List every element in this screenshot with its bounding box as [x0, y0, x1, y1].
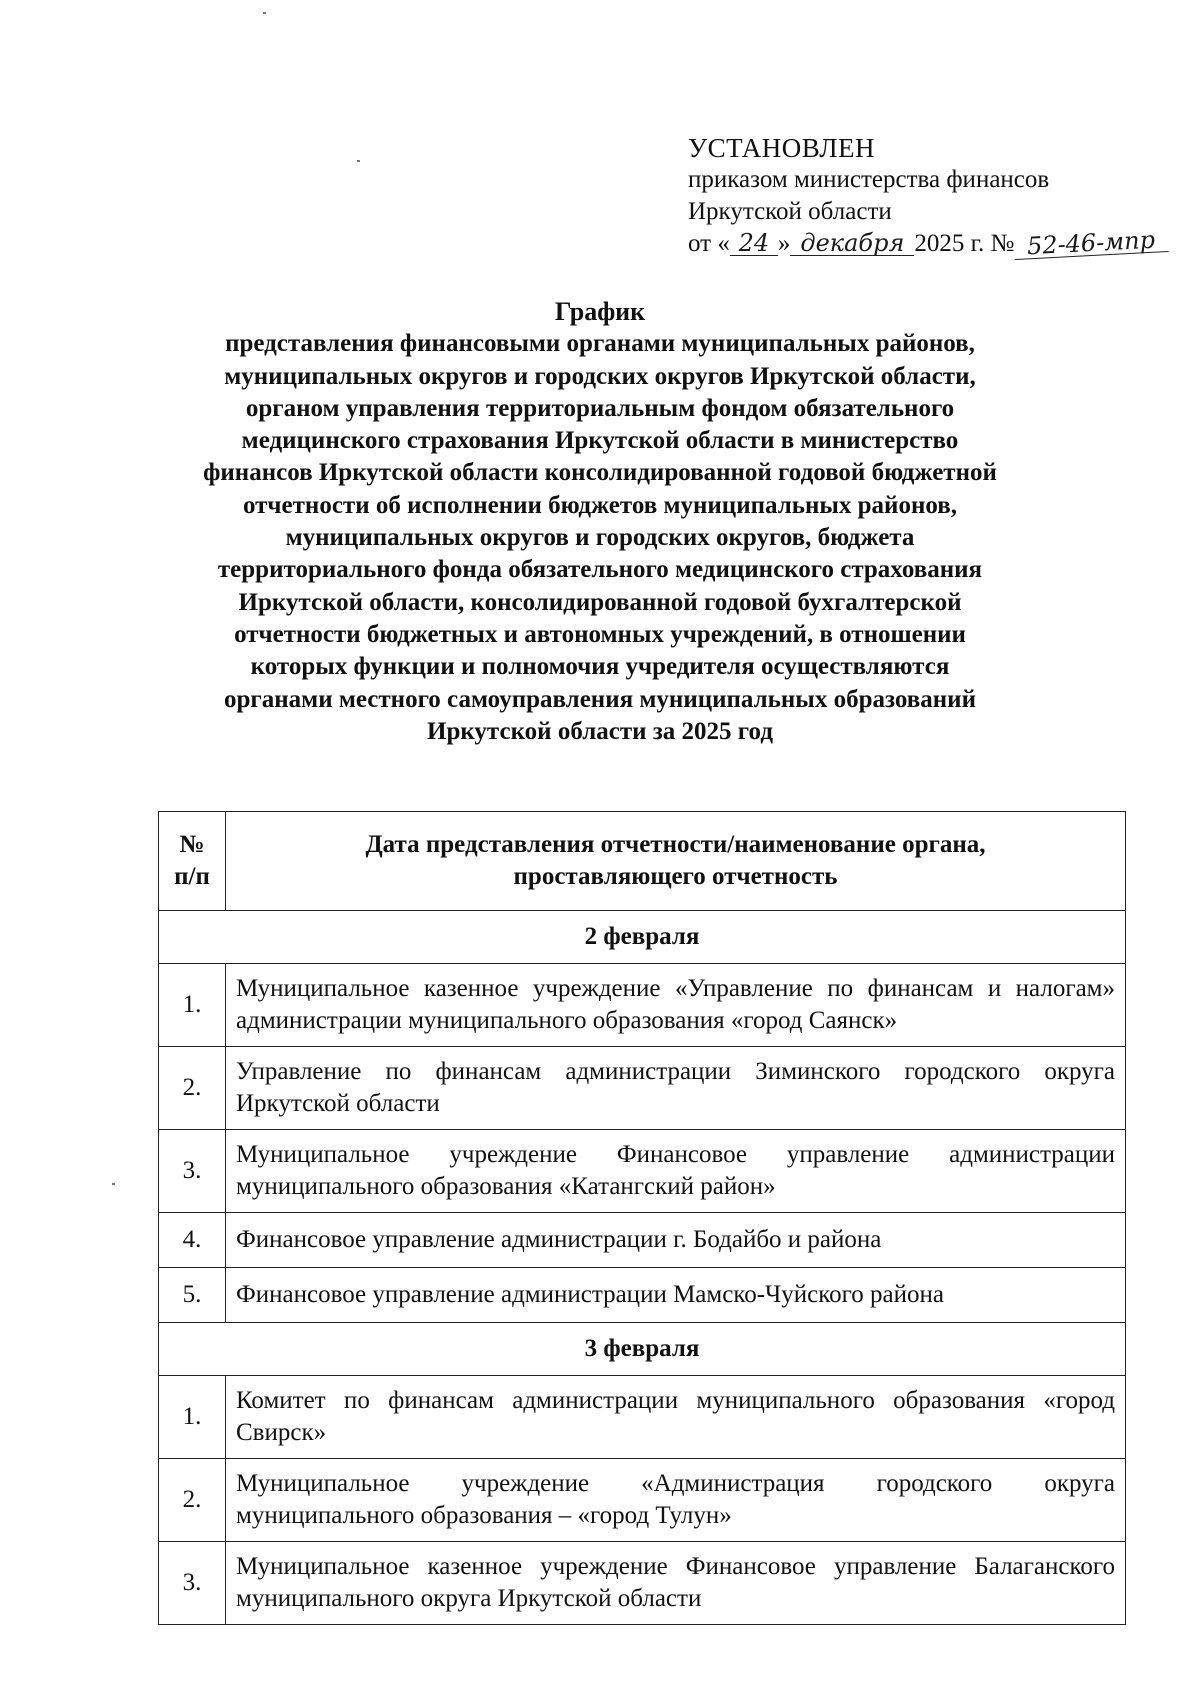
date-group-row	[159, 1323, 1126, 1376]
organization-name: Финансовое управление администрации Мамско-Чуйского района	[226, 1268, 1126, 1323]
date-prefix: от «	[688, 230, 730, 257]
column-header-number-line: п/п	[174, 863, 210, 890]
table-row	[159, 1213, 1126, 1268]
row-number: 2.	[159, 1047, 226, 1130]
date-group-label: 2 февраля	[159, 911, 1126, 964]
row-number: 5.	[159, 1268, 226, 1323]
heading-line: муниципальных округов и городских округов, бюджета	[285, 524, 915, 552]
date-group-label: 3 февраля	[159, 1323, 1126, 1376]
table-row	[159, 1047, 1126, 1130]
table-row	[159, 1459, 1126, 1542]
heading-line: медицинского страхования Иркутской области в министерство	[241, 427, 959, 455]
document-title: График	[554, 297, 646, 326]
organization-name: Управление по финансам администрации Зиминского городского округа Иркутской области	[226, 1047, 1126, 1130]
quote-close: »	[777, 230, 791, 257]
table-row	[159, 1376, 1126, 1459]
table-header-row	[159, 812, 1126, 911]
row-number: 4.	[159, 1213, 226, 1268]
approval-title: УСТАНОВЛЕН	[688, 133, 876, 163]
handwritten-order-number: 52-46-мпр	[1014, 227, 1169, 260]
date-group-row	[159, 911, 1126, 964]
heading-line: отчетности об исполнении бюджетов муниципальных районов,	[242, 491, 957, 519]
column-header-number-line: №	[179, 831, 205, 858]
row-number: 3.	[159, 1542, 226, 1625]
heading-line: органом управления территориальным фондом обязательного	[245, 394, 955, 422]
handwritten-month: декабря	[790, 231, 914, 256]
organization-name: Муниципальное казенное учреждение «Управление по финансам и налогам» администрации муниципального образования «город Саянск»	[226, 964, 1126, 1047]
heading-line: которых функции и полномочия учредителя осуществляются	[250, 653, 950, 681]
table-row	[159, 964, 1126, 1047]
row-number: 3.	[159, 1130, 226, 1213]
organization-name: Муниципальное казенное учреждение Финансовое управление Балаганского муниципального округа Иркутской области	[226, 1542, 1126, 1625]
document-heading	[130, 296, 1070, 748]
column-header-name	[226, 812, 1126, 911]
heading-line: отчетности бюджетных и автономных учреждений, в отношении	[234, 620, 966, 648]
table-row	[159, 1268, 1126, 1323]
row-number: 1.	[159, 1376, 226, 1459]
handwritten-day: 24	[730, 231, 778, 256]
row-number: 2.	[159, 1459, 226, 1542]
approval-stamp	[688, 132, 1168, 260]
heading-line: Иркутской области, консолидированной годовой бухгалтерской	[238, 588, 962, 616]
column-header-name-line: проставляющего отчетность	[513, 863, 838, 890]
heading-line: Иркутской области за 2025 год	[427, 717, 773, 745]
organization-name: Муниципальное учреждение «Администрация городского округа муниципального образования – «город Тулун»	[226, 1459, 1126, 1542]
table-row	[159, 1542, 1126, 1625]
heading-line: муниципальных округов и городских округов Иркутской области,	[224, 362, 976, 390]
column-header-name-line: Дата представления отчетности/наименование органа,	[365, 831, 986, 858]
schedule-table	[158, 811, 1126, 1625]
heading-line: финансов Иркутской области консолидированной годовой бюджетной	[203, 459, 997, 487]
approval-date-line	[688, 225, 1168, 261]
organization-name: Комитет по финансам администрации муниципального образования «город Свирск»	[226, 1376, 1126, 1459]
heading-line: органами местного самоуправления муниципальных образований	[224, 685, 976, 713]
organization-name: Муниципальное учреждение Финансовое управление администрации муниципального образования «Катангский район»	[226, 1130, 1126, 1213]
organization-name: Финансовое управление администрации г. Бодайбо и района	[226, 1213, 1126, 1268]
heading-line: территориального фонда обязательного медицинского страхования	[217, 556, 983, 584]
approval-line-order: приказом министерства финансов	[688, 166, 1050, 193]
row-number: 1.	[159, 964, 226, 1047]
table-row	[159, 1130, 1126, 1213]
column-header-number	[159, 812, 226, 911]
approval-line-region: Иркутской области	[688, 198, 892, 225]
heading-line: представления финансовыми органами муниципальных районов,	[225, 330, 975, 358]
year-text: 2025 г. №	[914, 230, 1015, 257]
